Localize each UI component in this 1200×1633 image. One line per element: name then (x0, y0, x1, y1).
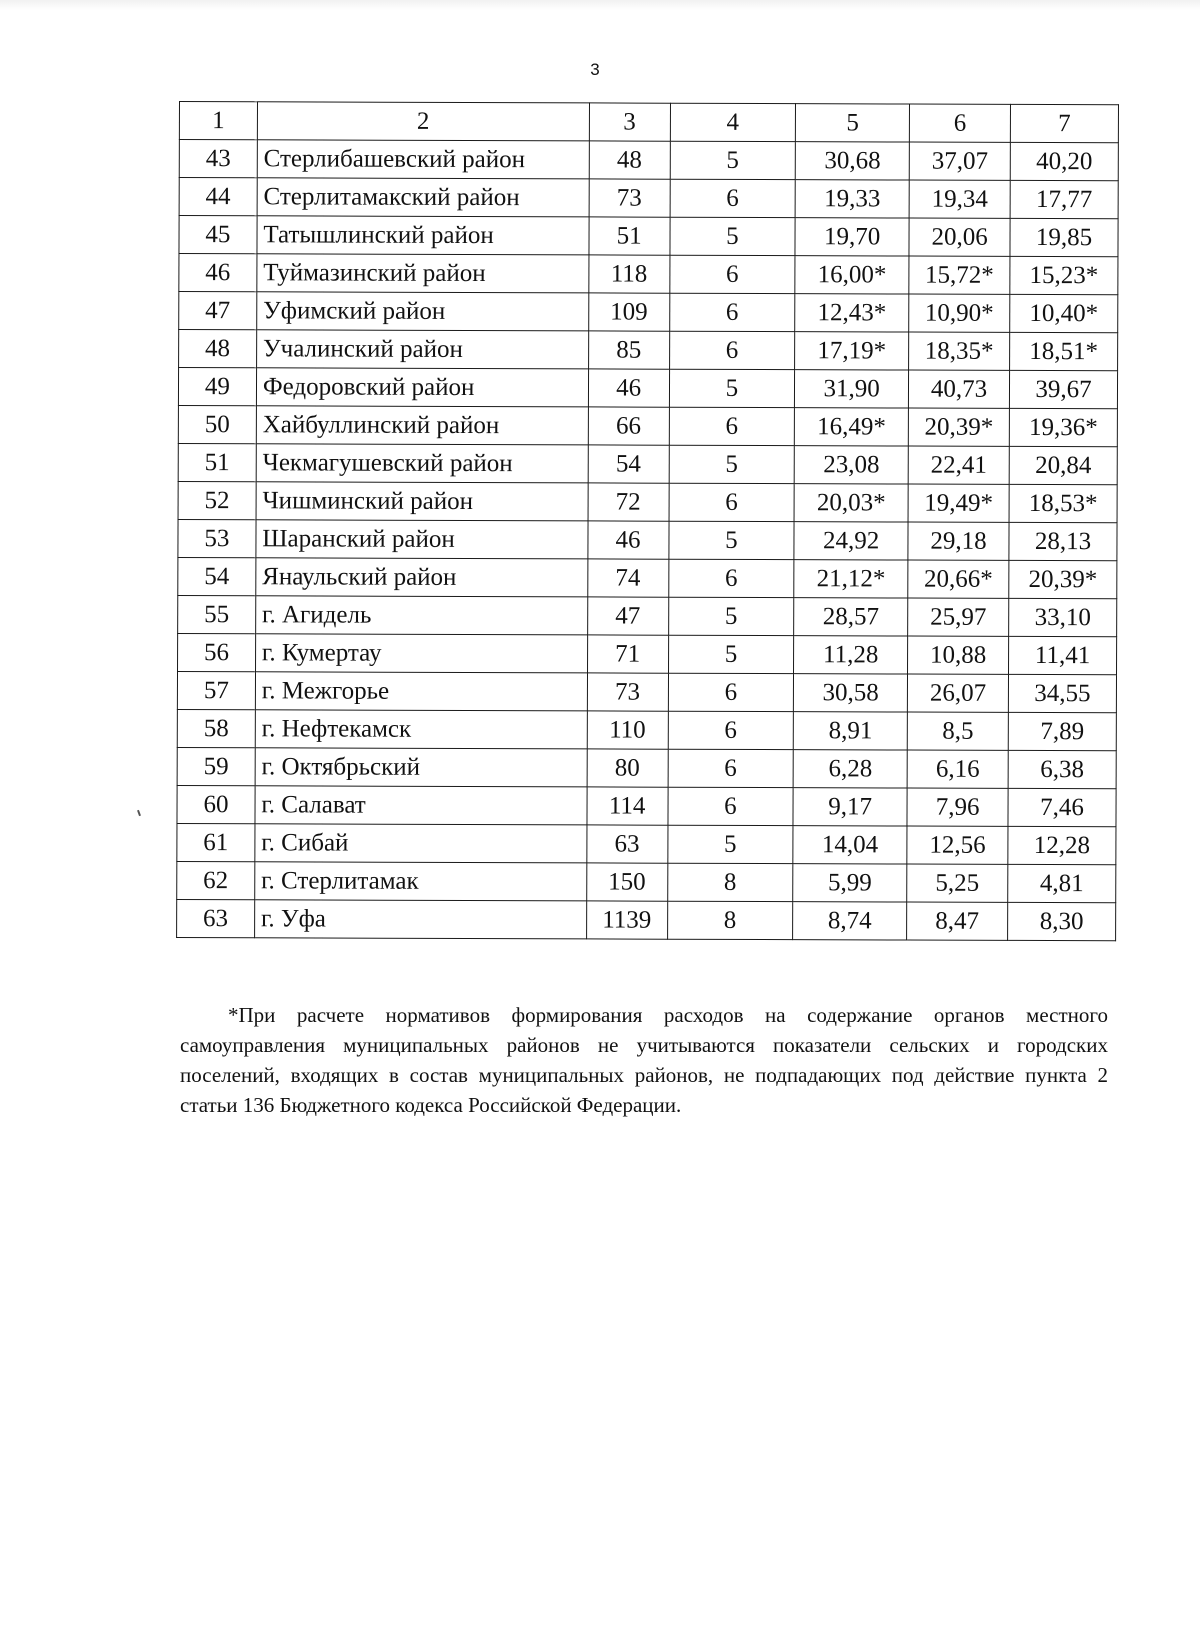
col4-cell: 6 (670, 179, 796, 217)
col3-cell: 48 (589, 141, 670, 179)
col6-cell: 8,5 (907, 712, 1008, 750)
municipality-name-cell: Янаульский район (256, 558, 588, 597)
col6-cell: 20,39* (908, 408, 1009, 446)
col3-cell: 73 (589, 179, 670, 217)
col4-cell: 5 (669, 369, 795, 407)
header-cell: 6 (909, 104, 1010, 142)
col3-cell: 118 (588, 255, 669, 293)
row-number-cell: 60 (177, 785, 255, 823)
header-cell: 3 (589, 103, 670, 141)
col7-cell: 33,10 (1009, 598, 1117, 636)
row-number-cell: 63 (177, 899, 255, 937)
row-number-cell: 50 (178, 405, 256, 443)
table-row (179, 292, 1118, 333)
col7-cell: 15,23* (1010, 256, 1118, 294)
table-row (178, 557, 1117, 598)
municipality-name-cell: Стерлитамакский район (257, 178, 589, 217)
table-body (177, 102, 1119, 941)
header-cell: 5 (796, 104, 910, 142)
col7-cell: 10,40* (1010, 294, 1118, 332)
row-number-cell: 47 (179, 292, 257, 330)
col5-cell: 17,19* (795, 332, 909, 370)
col4-cell: 5 (670, 217, 796, 255)
col3-cell: 110 (587, 711, 668, 749)
col3-cell: 46 (588, 521, 669, 559)
col4-cell: 8 (667, 863, 793, 901)
col7-cell: 20,39* (1009, 560, 1117, 598)
col3-cell: 73 (587, 673, 668, 711)
col4-cell: 6 (668, 787, 794, 825)
table-row (178, 633, 1117, 674)
col6-cell: 26,07 (907, 674, 1008, 712)
col7-cell: 11,41 (1009, 636, 1117, 674)
table-row (177, 671, 1116, 712)
table-row (179, 140, 1118, 181)
col7-cell: 4,81 (1008, 864, 1116, 902)
col6-cell: 6,16 (907, 750, 1008, 788)
table-row (178, 443, 1117, 484)
col4-cell: 6 (668, 749, 794, 787)
col3-cell: 47 (587, 597, 668, 635)
col4-cell: 6 (669, 407, 795, 445)
col3-cell: 150 (586, 863, 667, 901)
footnote: *При расчете нормативов формирования расходов на содержание органов местного самоуправления муниципальных районов не учитываются показатели сельских и городских поселений, входящих в состав муниципальных районов, не подпадающих под действие пункта 2 статьи 136 Бюджетного кодекса Российской Федерации. (180, 1003, 1108, 1117)
row-number-cell: 45 (179, 216, 257, 254)
row-number-cell: 54 (178, 557, 256, 595)
col3-cell: 85 (588, 331, 669, 369)
row-number-cell: 43 (179, 140, 257, 178)
col5-cell: 5,99 (793, 864, 907, 902)
row-number-cell: 59 (177, 747, 255, 785)
municipality-name-cell: Татышлинский район (257, 216, 589, 255)
col4-cell: 5 (668, 597, 794, 635)
table-header-row (179, 102, 1118, 143)
col4-cell: 5 (667, 825, 793, 863)
table-row (177, 747, 1116, 788)
col7-cell: 20,84 (1009, 446, 1117, 484)
municipality-name-cell: Стерлибашевский район (257, 140, 589, 179)
col3-cell: 114 (587, 787, 668, 825)
municipality-name-cell: Чишминский район (256, 482, 588, 521)
col7-cell: 40,20 (1010, 142, 1118, 180)
col6-cell: 19,49* (908, 484, 1009, 522)
municipality-name-cell: г. Уфа (254, 900, 586, 939)
municipality-name-cell: г. Сибай (255, 824, 587, 863)
header-cell: 1 (179, 102, 257, 140)
col7-cell: 19,36* (1009, 408, 1117, 446)
col5-cell: 30,58 (794, 674, 908, 712)
scan-edge-shading (0, 0, 1200, 10)
table-row (177, 899, 1116, 940)
table-row (179, 216, 1118, 257)
row-number-cell: 51 (178, 443, 256, 481)
table-row (177, 709, 1116, 750)
table-row (178, 405, 1117, 446)
municipality-name-cell: г. Октябрьский (255, 748, 587, 787)
col4-cell: 5 (668, 635, 794, 673)
page-number: 3 (590, 60, 600, 79)
row-number-cell: 57 (177, 671, 255, 709)
col5-cell: 8,91 (793, 712, 907, 750)
col4-cell: 6 (668, 559, 794, 597)
row-number-cell: 49 (178, 368, 256, 406)
col3-cell: 1139 (586, 901, 667, 939)
col6-cell: 5,25 (907, 864, 1008, 902)
col7-cell: 17,77 (1010, 180, 1118, 218)
header-cell: 2 (257, 102, 589, 141)
col6-cell: 22,41 (908, 446, 1009, 484)
municipality-name-cell: Учалинский район (256, 330, 588, 369)
col6-cell: 12,56 (907, 826, 1008, 864)
col3-cell: 72 (588, 483, 669, 521)
col6-cell: 10,88 (908, 636, 1009, 674)
col5-cell: 9,17 (793, 788, 907, 826)
row-number-cell: 44 (179, 178, 257, 216)
municipality-name-cell: Хайбуллинский район (256, 406, 588, 445)
table-row (178, 519, 1117, 560)
col6-cell: 8,47 (907, 902, 1008, 940)
col5-cell: 6,28 (793, 750, 907, 788)
table-row (178, 481, 1117, 522)
col6-cell: 20,66* (908, 560, 1009, 598)
col5-cell: 31,90 (795, 370, 909, 408)
col5-cell: 12,43* (795, 294, 909, 332)
col6-cell: 19,34 (909, 180, 1010, 218)
table-row (179, 330, 1118, 371)
col6-cell: 40,73 (909, 370, 1010, 408)
row-number-cell: 56 (178, 633, 256, 671)
row-number-cell: 61 (177, 823, 255, 861)
table-row (177, 785, 1116, 826)
municipality-name-cell: Туймазинский район (257, 254, 589, 293)
col5-cell: 11,28 (794, 636, 908, 674)
col5-cell: 16,00* (795, 256, 909, 294)
col6-cell: 25,97 (908, 598, 1009, 636)
col5-cell: 8,74 (793, 902, 907, 940)
col5-cell: 28,57 (794, 598, 908, 636)
header-cell: 4 (670, 103, 796, 141)
col5-cell: 24,92 (794, 522, 908, 560)
col7-cell: 8,30 (1008, 902, 1116, 940)
municipality-name-cell: Уфимский район (257, 292, 589, 331)
table-row (178, 595, 1117, 636)
header-cell: 7 (1010, 104, 1118, 142)
col5-cell: 20,03* (794, 484, 908, 522)
col5-cell: 19,33 (795, 180, 909, 218)
col3-cell: 46 (588, 369, 669, 407)
table-row (179, 178, 1118, 219)
col5-cell: 21,12* (794, 560, 908, 598)
col7-cell: 39,67 (1009, 370, 1117, 408)
col4-cell: 5 (669, 445, 795, 483)
col7-cell: 18,53* (1009, 484, 1117, 522)
row-number-cell: 48 (179, 330, 257, 368)
col5-cell: 14,04 (793, 826, 907, 864)
row-number-cell: 52 (178, 481, 256, 519)
col4-cell: 6 (669, 255, 795, 293)
col7-cell: 7,46 (1008, 788, 1116, 826)
col3-cell: 71 (587, 635, 668, 673)
table-row (179, 254, 1118, 295)
col6-cell: 10,90* (909, 294, 1010, 332)
col4-cell: 5 (668, 521, 794, 559)
col4-cell: 6 (669, 483, 795, 521)
col7-cell: 34,55 (1008, 674, 1116, 712)
col6-cell: 18,35* (909, 332, 1010, 370)
table-row (178, 368, 1117, 409)
col3-cell: 54 (588, 445, 669, 483)
col7-cell: 28,13 (1009, 522, 1117, 560)
municipality-name-cell: г. Салават (255, 786, 587, 825)
col3-cell: 66 (588, 407, 669, 445)
municipality-name-cell: г. Агидель (256, 596, 588, 635)
row-number-cell: 53 (178, 519, 256, 557)
col3-cell: 63 (586, 825, 667, 863)
col4-cell: 6 (668, 673, 794, 711)
col5-cell: 30,68 (795, 142, 909, 180)
col4-cell: 6 (669, 293, 795, 331)
col5-cell: 19,70 (795, 218, 909, 256)
col6-cell: 7,96 (907, 788, 1008, 826)
col3-cell: 109 (588, 293, 669, 331)
municipality-name-cell: г. Стерлитамак (255, 862, 587, 901)
table-row (177, 861, 1116, 902)
col4-cell: 6 (668, 711, 794, 749)
table-row (177, 823, 1116, 864)
municipality-name-cell: г. Нефтекамск (255, 710, 587, 749)
col7-cell: 7,89 (1008, 712, 1116, 750)
municipality-name-cell: Чекмагушевский район (256, 444, 588, 483)
row-number-cell: 55 (178, 595, 256, 633)
col6-cell: 29,18 (908, 522, 1009, 560)
col3-cell: 80 (587, 749, 668, 787)
col7-cell: 6,38 (1008, 750, 1116, 788)
col5-cell: 16,49* (795, 408, 909, 446)
col4-cell: 5 (670, 141, 796, 179)
municipality-name-cell: г. Межгорье (255, 672, 587, 711)
row-number-cell: 46 (179, 254, 257, 292)
col4-cell: 6 (669, 331, 795, 369)
row-number-cell: 62 (177, 861, 255, 899)
col4-cell: 8 (667, 901, 793, 939)
col7-cell: 12,28 (1008, 826, 1116, 864)
row-number-cell: 58 (177, 709, 255, 747)
scan-speck (137, 810, 141, 816)
municipality-name-cell: г. Кумертау (255, 634, 587, 673)
municipality-name-cell: Шаранский район (256, 520, 588, 559)
col5-cell: 23,08 (794, 446, 908, 484)
col6-cell: 37,07 (909, 142, 1010, 180)
col3-cell: 51 (589, 217, 670, 255)
municipality-name-cell: Федоровский район (256, 368, 588, 407)
data-table (176, 101, 1119, 941)
col6-cell: 15,72* (909, 256, 1010, 294)
col7-cell: 18,51* (1010, 332, 1118, 370)
col6-cell: 20,06 (909, 218, 1010, 256)
col3-cell: 74 (587, 559, 668, 597)
col7-cell: 19,85 (1010, 218, 1118, 256)
